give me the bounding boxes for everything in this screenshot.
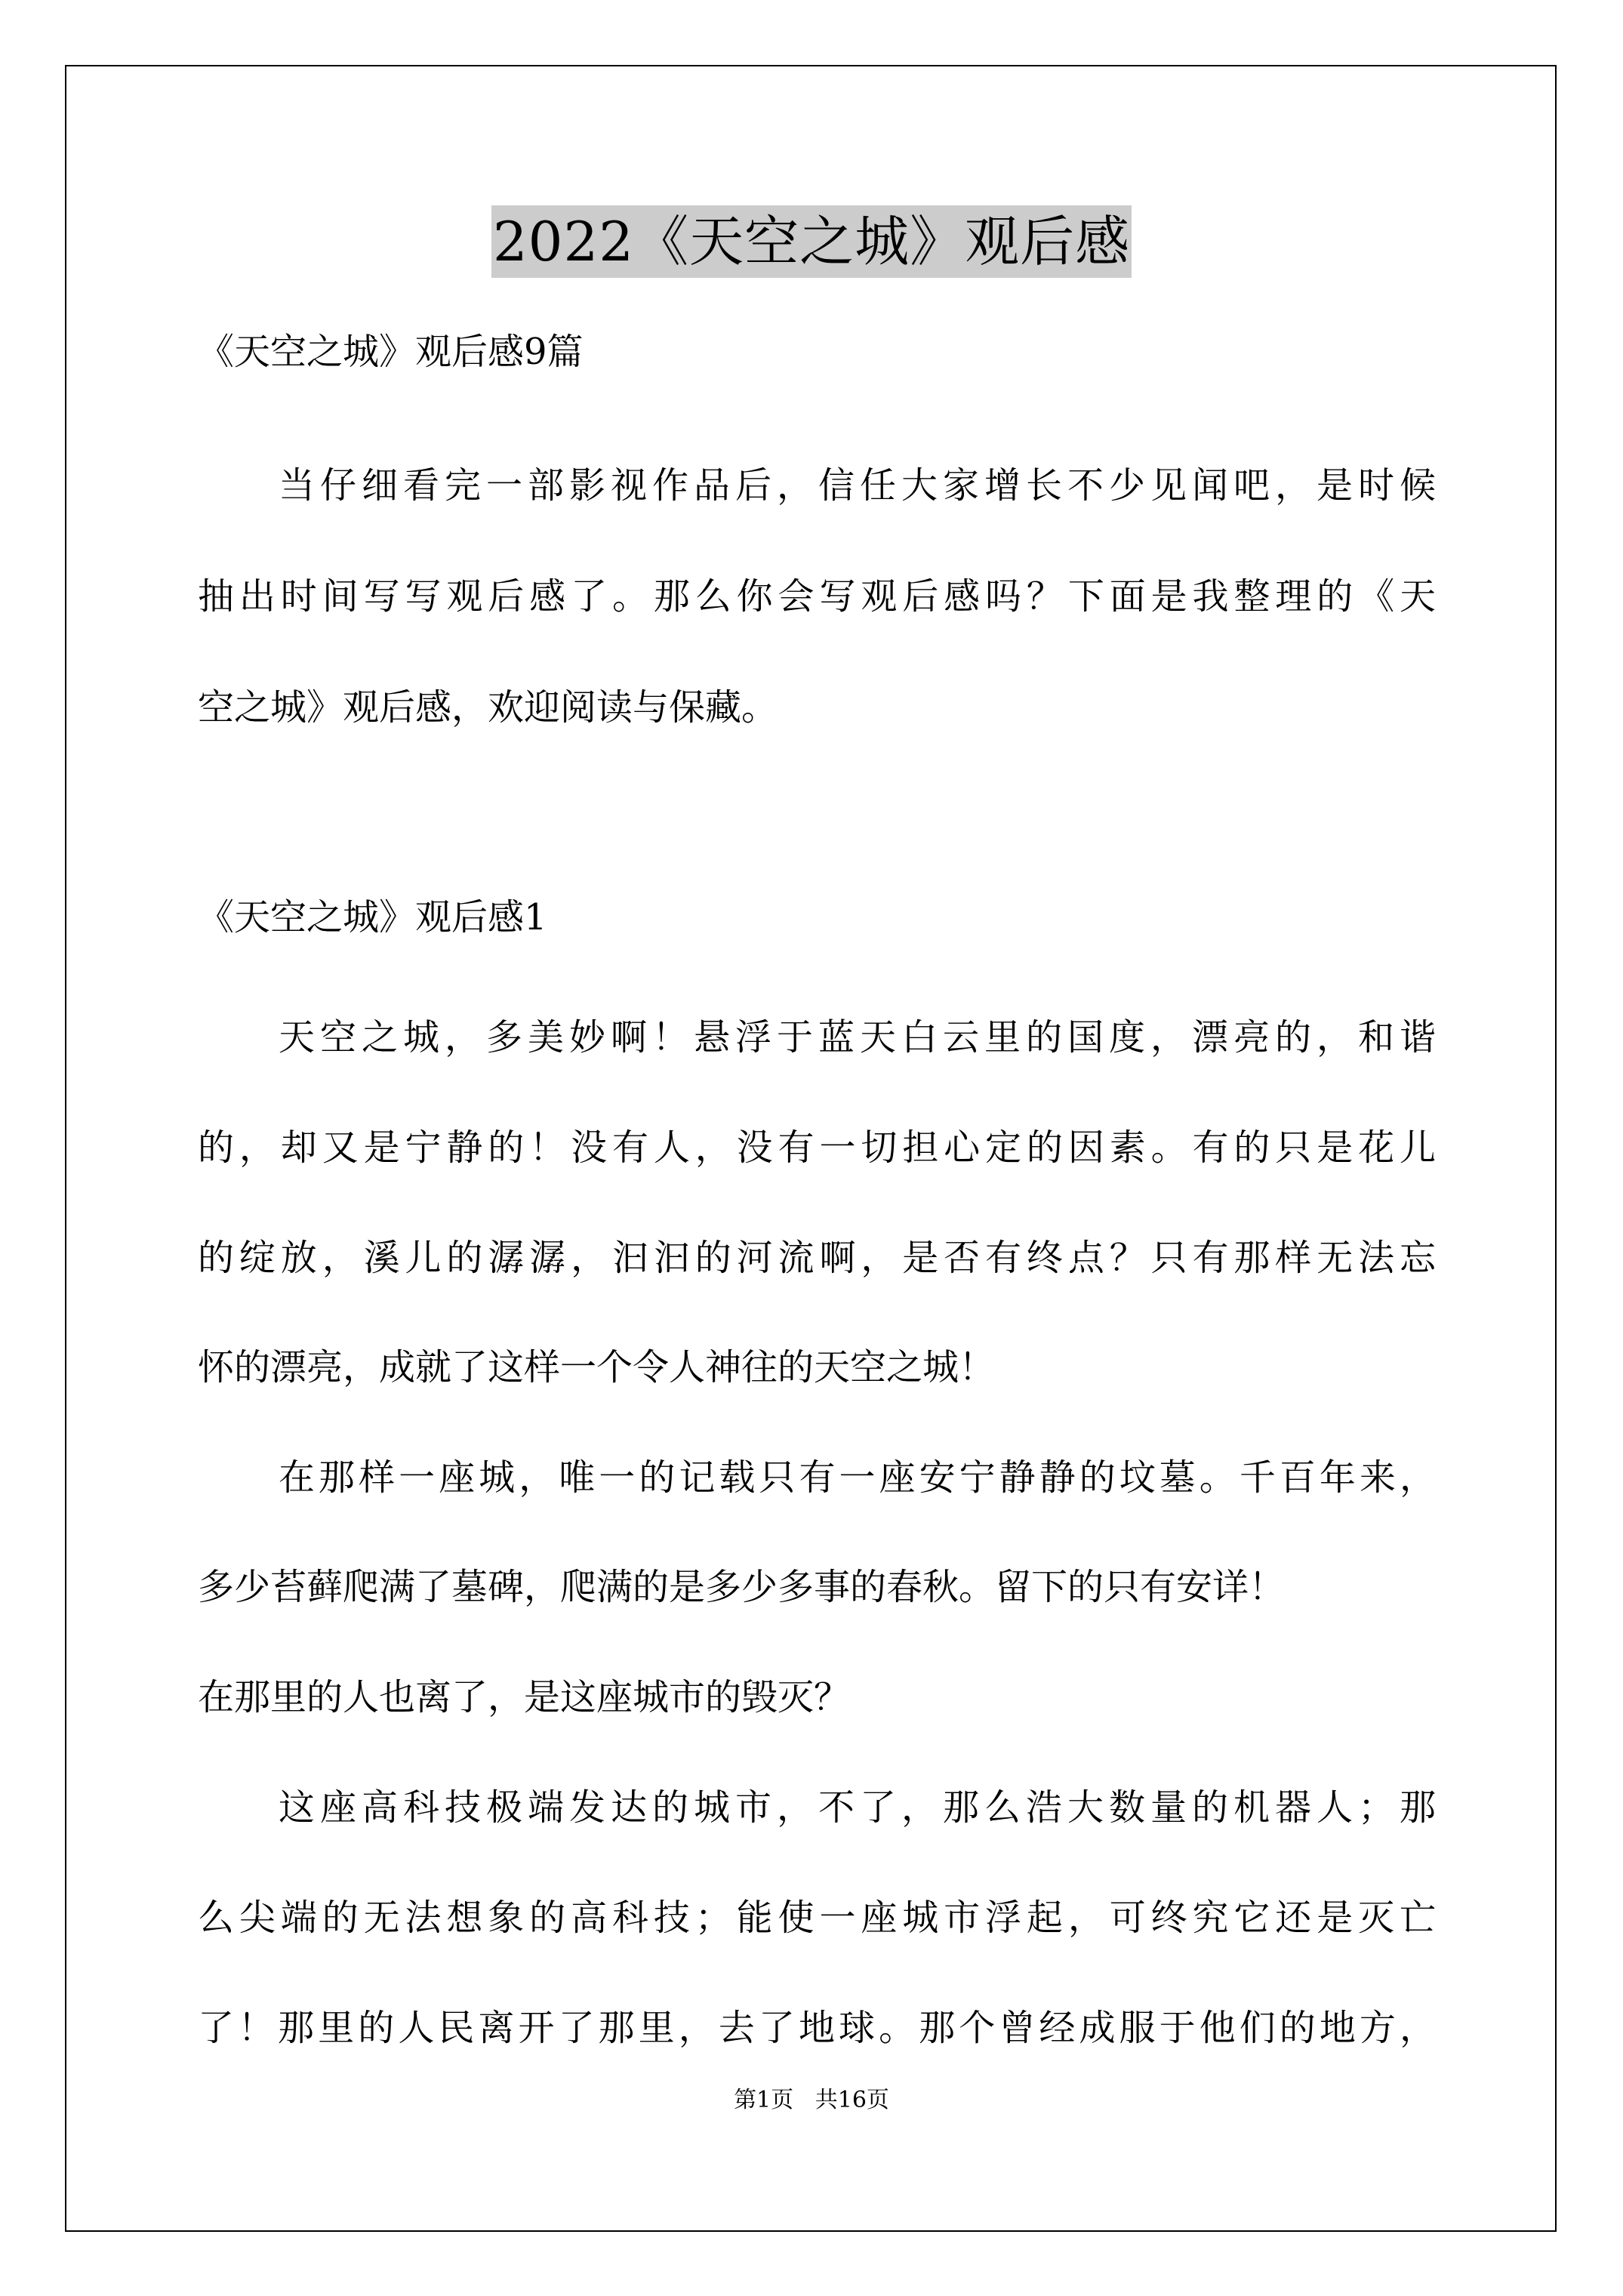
page-number-footer: 第1页 共16页 bbox=[734, 2087, 889, 2113]
intro-line-2: 抽出时间写写观后感了。那么你会写观后感吗？下面是我整理的《天 bbox=[198, 575, 1436, 618]
para3-line-2: 么尖端的无法想象的高科技；能使一座城市浮起，可终究它还是灭亡 bbox=[198, 1897, 1436, 1939]
para2-line-1: 在那样一座城，唯一的记载只有一座安宁静静的坟墓。千百年来， bbox=[279, 1456, 1436, 1499]
para3-line-1: 这座高科技极端发达的城市，不了，那么浩大数量的机器人；那 bbox=[279, 1786, 1436, 1829]
para3-line-3: 了！那里的人民离开了那里，去了地球。那个曾经成服于他们的地方， bbox=[198, 2007, 1436, 2049]
para1-line-1: 天空之城，多美妙啊！悬浮于蓝天白云里的国度，漂亮的，和谐 bbox=[279, 1016, 1436, 1059]
section-heading-1: 《天空之城》观后感1 bbox=[198, 896, 547, 938]
para1-line-4: 怀的漂亮，成就了这样一个令人神往的天空之城！ bbox=[198, 1346, 996, 1388]
document-title: 2022《天空之城》观后感 bbox=[491, 205, 1132, 278]
title-container bbox=[0, 205, 1623, 278]
para1-line-3: 的绽放，溪儿的潺潺，汩汩的河流啊，是否有终点？只有那样无法忘 bbox=[198, 1237, 1436, 1279]
para1-line-2: 的，却又是宁静的！没有人，没有一切担心定的因素。有的只是花儿 bbox=[198, 1126, 1436, 1169]
document-subtitle: 《天空之城》观后感9篇 bbox=[198, 331, 584, 373]
intro-line-3: 空之城》观后感，欢迎阅读与保藏。 bbox=[198, 686, 778, 729]
intro-line-1: 当仔细看完一部影视作品后，信任大家增长不少见闻吧，是时候 bbox=[279, 464, 1436, 507]
para2-line-2: 多少苔藓爬满了墓碑，爬满的是多少多事的春秋。留下的只有安详！ bbox=[198, 1566, 1286, 1608]
para2-line-3: 在那里的人也离了，是这座城市的毁灭？ bbox=[198, 1676, 851, 1718]
